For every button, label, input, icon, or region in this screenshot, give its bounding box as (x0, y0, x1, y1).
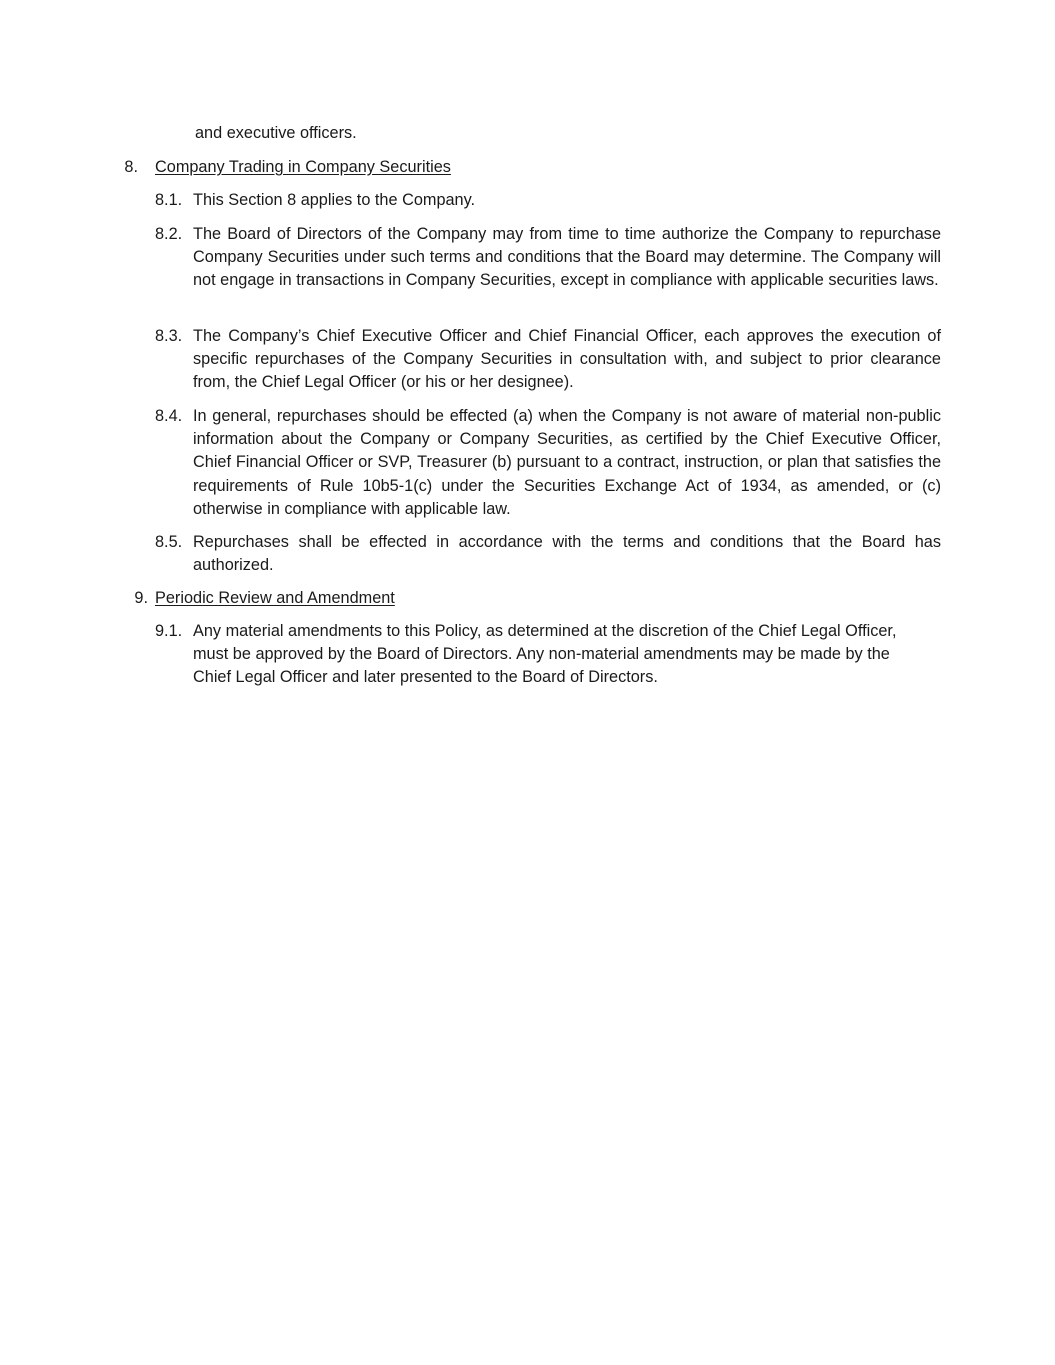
section-title: Periodic Review and Amendment (155, 589, 395, 607)
subsection-number: 9.1. (155, 622, 183, 640)
subsection-number: 8.4. (155, 407, 183, 425)
subsection-text: In general, repurchases should be effected (a) when the Company is not aware of material non-public information about the Company or Company Securities, as certified by the Chief Executive Officer, Chief Financial Officer or SVP, Treasurer (b) pursuant to a contract, instruction, or plan that satisfies the requirements of Rule 10b5-1(c) under the Securities Exchange Act of 1934, as amended, or (c) otherwise in compliance with applicable law. (193, 407, 941, 518)
subsection-text: The Board of Directors of the Company may from time to time authorize the Company to repurchase Company Securities under such terms and conditions that the Board may determine. The Company will not engage in transactions in Company Securities, except in compliance with applicable securities laws. (193, 225, 941, 290)
subsection-number: 8.2. (155, 225, 183, 243)
continuation-text: and executive officers. (195, 124, 357, 142)
section-title: Company Trading in Company Securities (155, 158, 451, 176)
subsection-text: This Section 8 applies to the Company. (193, 191, 476, 209)
subsection-number: 8.1. (155, 191, 183, 209)
subsection-number: 8.3. (155, 327, 183, 345)
subsection-text: Repurchases shall be effected in accordance with the terms and conditions that the Board has authorized. (193, 533, 941, 575)
section-number: 8. (124, 158, 138, 176)
section-number: 9. (134, 589, 148, 607)
subsection-text: The Company’s Chief Executive Officer and Chief Financial Officer, each approves the execution of specific repurchases of the Company Securities in consultation with, and subject to prior clearance from, the Chief Legal Officer (or his or her designee). (193, 327, 941, 392)
subsection-number: 8.5. (155, 533, 183, 551)
subsection-text: Any material amendments to this Policy, as determined at the discretion of the Chief Legal Officer, must be approved by the Board of Directors. Any non-material amendments may be made by the Chief Legal Officer and later presented to the Board of Directors. (193, 622, 897, 687)
